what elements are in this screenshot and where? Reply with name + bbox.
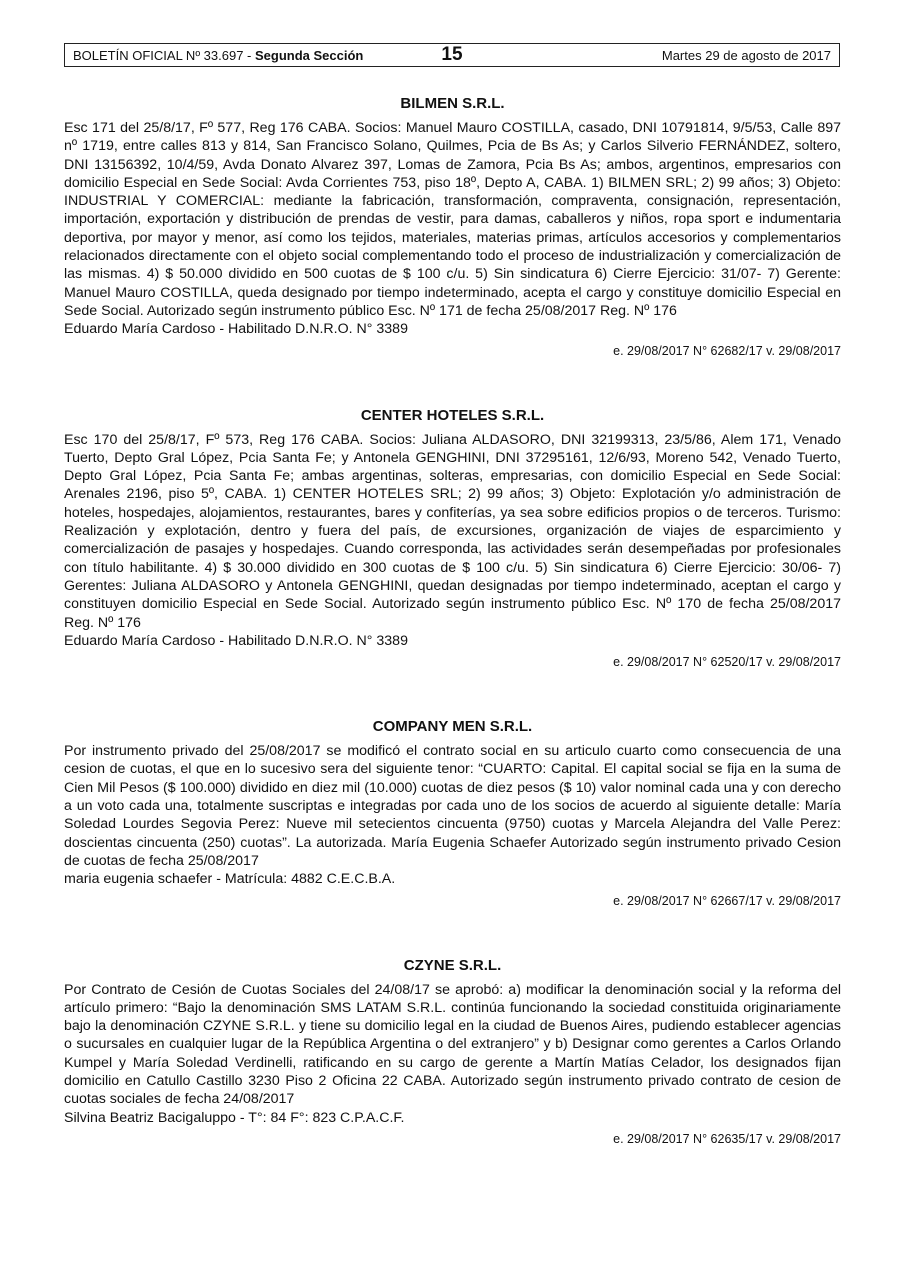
- header-publication-block: [73, 48, 422, 63]
- notice-body: Por instrumento privado del 25/08/2017 se modificó el contrato social en su articulo cuarto como consecuencia de una cesion de cuotas, el que en lo sucesivo sera del siguiente tenor: “CUARTO: Capital. El capital social se fija en la suma de Cien Mil Pesos ($ 100.000) dividido en diez mil (10.000) cuotas de diez pesos ($ 10) valor nominal cada una y con derecho a un voto cada una, totalmente suscriptas e integradas por cada uno de los socios de acuerdo al siguiente detalle: María Soledad Lourdes Segovia Perez: Nueve mil setecientos cincuenta (9750) cuotas y Marcela Alejandra del Valle Perez: doscientas cincuenta (250) cuotas”. La autorizada. María Eugenia Schaefer Autorizado según instrumento privado Cesion de cuotas de fecha 25/08/2017: [64, 743, 841, 869]
- notice-title: CZYNE S.R.L.: [403, 956, 502, 974]
- page-header: [64, 43, 840, 67]
- notice-company-men: [64, 718, 841, 908]
- notice-signature: maria eugenia schaefer - Matrícula: 4882 C.E.C.B.A.: [64, 871, 396, 888]
- notice-signature: Eduardo María Cardoso - Habilitado D.N.R.O. N° 3389: [64, 321, 408, 338]
- notice-reference: e. 29/08/2017 N° 62635/17 v. 29/08/2017: [613, 1131, 841, 1146]
- notice-title: BILMEN S.R.L.: [400, 95, 505, 112]
- notice-reference: e. 29/08/2017 N° 62682/17 v. 29/08/2017: [613, 343, 841, 358]
- notice-czyne: [64, 957, 841, 1147]
- section-name: Segunda Sección: [255, 47, 364, 63]
- notices-column: [64, 95, 841, 1147]
- notice-title: COMPANY MEN S.R.L.: [372, 718, 533, 736]
- page-number: 15: [441, 44, 463, 65]
- publication-name: BOLETÍN OFICIAL Nº 33.697 -: [73, 47, 255, 63]
- notice-center-hoteles: [64, 407, 841, 671]
- notice-reference: e. 29/08/2017 N° 62667/17 v. 29/08/2017: [613, 893, 841, 908]
- publication-date: Martes 29 de agosto de 2017: [661, 47, 831, 63]
- notice-signature: Eduardo María Cardoso - Habilitado D.N.R.O. N° 3389: [64, 632, 408, 649]
- notice-title: CENTER HOTELES S.R.L.: [360, 406, 545, 424]
- notice-body: Esc 170 del 25/8/17, Fº 573, Reg 176 CABA. Socios: Juliana ALDASORO, DNI 32199313, 23/5/86, Alem 171, Venado Tuerto, Depto Gral López, Pcia Santa Fe; y Antonela GENGHINI, DNI 37295161, 12/6/93, Moreno 542, Venado Tuerto, Depto Gral López, Pcia Santa Fe; ambas argentinas, solteras, empresarias, con domicilio Especial en Sede Social: Arenales 2196, piso 5º, CABA. 1) CENTER HOTELES SRL; 2) 99 años; 3) Objeto: Explotación y/o administración de hoteles, hospedajes, alojamientos, restaurantes, bares y confiterías, ya sea sobre edificios propios o de terceros. Turismo: Realización y explotación, dentro y fuera del país, de excursiones, organización de viajes de esparcimiento y comercialización de pasajes y hospedajes. Cuando corresponda, las actividades serán desempeñadas por profesionales con título habilitante. 4) $ 30.000 dividido en 300 cuotas de $ 100 c/u. 5) Sin sindicatura 6) Cierre Ejercicio: 30/06- 7) Gerentes: Juliana ALDASORO y Antonela GENGHINI, quedan designadas por tiempo indeterminado, aceptan el cargo y constituyen domicilio Especial en Sede Social. Autorizado según instrumento público Esc. Nº 170 de fecha 25/08/2017 Reg. Nº 176: [64, 431, 841, 631]
- notice-signature: Silvina Beatriz Bacigaluppo - T°: 84 F°: 823 C.P.A.C.F.: [64, 1109, 405, 1126]
- notice-body: Por Contrato de Cesión de Cuotas Sociales del 24/08/17 se aprobó: a) modificar la denominación social y la reforma del artículo primero: “Bajo la denominación SMS LATAM S.R.L. continúa funcionando la sociedad constituida originariamente bajo la denominación CZYNE S.R.L. y tiene su domicilio legal en la ciudad de Buenos Aires, pudiendo establecer agencias o sucursales en cualquier lugar de la República Argentina o del extranjero” y b) Designar como gerentes a Carlos Orlando Kumpel y María Soledad Verdinelli, ratificando en su cargo de gerente a Martín Matías Celador, los designados fijan domicilio en Catullo Castillo 3230 Piso 2 Oficina 22 CABA. Autorizado según instrumento privado contrato de cesion de cuotas sociales de fecha 24/08/2017: [64, 981, 841, 1108]
- notice-body: Esc 171 del 25/8/17, Fº 577, Reg 176 CABA. Socios: Manuel Mauro COSTILLA, casado, DNI 10791814, 9/5/53, Calle 897 nº 1719, entre calles 813 y 814, San Francisco Solano, Quilmes, Pcia de Bs As; y Carlos Silverio FERNÁNDEZ, soltero, DNI 13156392, 10/4/59, Avda Donato Alvarez 397, Lomas de Zamora, Pcia Bs As; ambos, argentinos, empresarios con domicilio Especial en Sede Social: Avda Corrientes 753, piso 18º, Depto A, CABA. 1) BILMEN SRL; 2) 99 años; 3) Objeto: INDUSTRIAL Y COMERCIAL: mediante la fabricación, transformación, compraventa, consignación, representación, importación, exportación y distribución de prendas de vestir, para damas, caballeros y niños, ropa sport e indumentaria deportiva, por mayor y menor, así como los tejidos, materiales, materias primas, artículos accesorios y complementarios relacionados directamente con el objeto social complementando todo el proceso de industrialización y comercialización de las mismas. 4) $ 50.000 dividido en 500 cuotas de $ 100 c/u. 5) Sin sindicatura 6) Cierre Ejercicio: 31/07- 7) Gerente: Manuel Mauro COSTILLA, queda designado por tiempo indeterminado, acepta el cargo y constituye domicilio Especial en Sede Social. Autorizado según instrumento público Esc. Nº 171 de fecha 25/08/2017 Reg. Nº 176: [64, 120, 841, 319]
- notice-bilmen: [64, 95, 841, 359]
- notice-reference: e. 29/08/2017 N° 62520/17 v. 29/08/2017: [613, 655, 841, 670]
